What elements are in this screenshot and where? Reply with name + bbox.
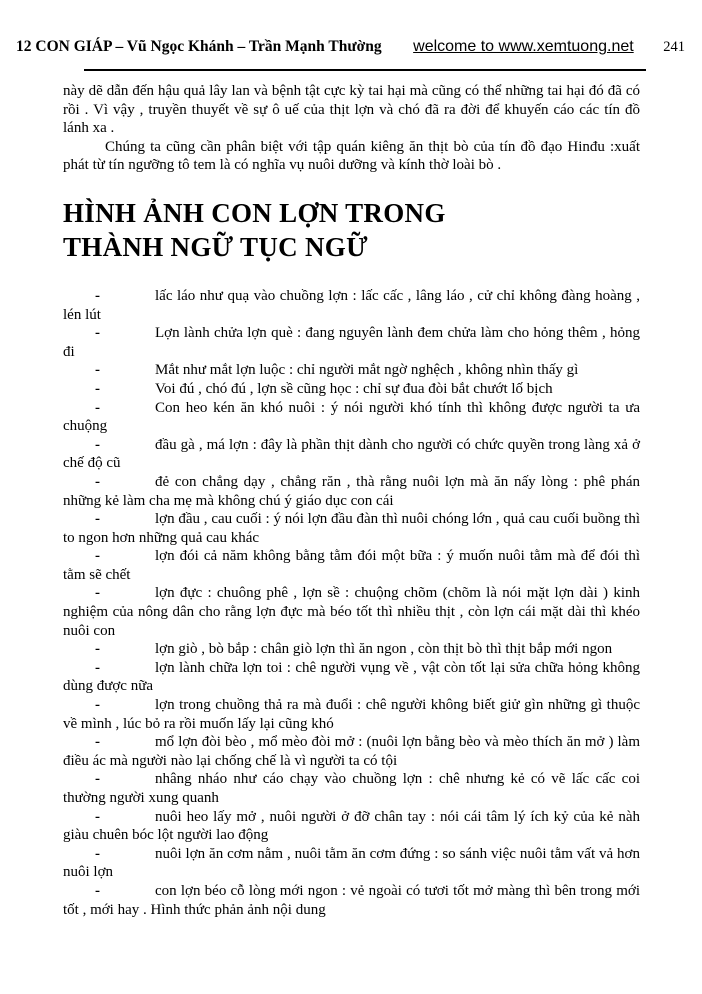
dash-bullet: - <box>95 548 100 565</box>
dash-bullet: - <box>95 585 100 602</box>
dash-bullet: - <box>95 882 100 899</box>
idiom-text: Voi đú , chó đú , lợn sề cũng học : chỉ sự đua đòi bắt chướt lố bịch <box>155 380 553 397</box>
idiom-item <box>63 882 640 919</box>
idiom-item <box>63 547 640 584</box>
idiom-text: lợn lành chữa lợn toi : chê người vụng về , vật còn tốt lại sửa chữa hỏng không dùng được nữa <box>63 659 640 695</box>
idiom-item <box>63 324 640 361</box>
idiom-item <box>63 380 640 399</box>
site-link[interactable]: welcome to www.xemtuong.net <box>413 38 634 55</box>
idiom-item <box>63 845 640 882</box>
dash-bullet: - <box>95 697 100 714</box>
idiom-text: lợn đầu , cau cuối : ý nói lợn đầu đàn thì nuôi chóng lớn , quả cau cuối buồng thì to ngon hơn những quả cau khác <box>63 511 640 546</box>
idiom-text: mổ lợn đòi bèo , mổ mèo đòi mở : (nuôi lợn bằng bèo và mèo thích ăn mở ) làm điều ác mà người nào lại chống chế là vì người ta có tội <box>63 734 640 769</box>
idiom-item <box>63 696 640 733</box>
section-heading-line1: HÌNH ẢNH CON LỢN TRONG <box>63 197 446 228</box>
idiom-text: Mắt như mắt lợn luộc : chỉ người mắt ngờ nghệch , không nhìn thấy gì <box>155 362 579 379</box>
section-heading-line2: THÀNH NGỮ TỤC NGỮ <box>63 231 368 262</box>
idiom-text: lợn đói cả năm không bằng tằm đói một bữa : ý muốn nuôi tằm mà để đói thì tằm sẽ chết <box>63 548 640 583</box>
dash-bullet: - <box>95 641 100 658</box>
page-content <box>0 71 702 919</box>
idiom-item <box>63 473 640 510</box>
idiom-item <box>63 436 640 473</box>
idiom-item <box>63 361 640 380</box>
idiom-item <box>63 659 640 696</box>
paragraph-continuation: này dẽ dẫn đến hậu quả lây lan và bệnh tật cực kỳ tai hại mà cũng có thể những tai hại đó đã có rồi . Vì vậy , truyền thuyết về sự ô uế của thịt lợn và chó đã ra đời để khuyến cáo các tín đồ lánh xa . <box>63 83 640 137</box>
idiom-item <box>63 733 640 770</box>
idiom-text: nuôi lợn ăn cơm nằm , nuôi tằm ăn cơm đứng : so sánh việc nuôi tằm vất vả hơn nuôi lợn <box>63 845 640 881</box>
page-number: 241 <box>663 39 685 55</box>
dash-bullet: - <box>95 808 100 825</box>
paragraph: Chúng ta cũng cần phân biệt với tập quán kiêng ăn thịt bò của tín đồ đạo Hinđu :xuất phát từ tín ngưỡng tô tem là có nghĩa vụ nuôi dưỡng và kính thờ loài bò . <box>63 138 640 174</box>
page-header <box>0 0 702 56</box>
dash-bullet: - <box>95 659 100 676</box>
idiom-item <box>63 640 640 659</box>
dash-bullet: - <box>95 325 100 342</box>
idiom-item <box>63 399 640 436</box>
idiom-text: đẻ con chẳng dạy , chẳng răn , thà rằng nuôi lợn mà ăn nấy lòng : phê phán những kẻ làm cha mẹ mà không chú ý giáo dục con cái <box>63 473 640 509</box>
idiom-item <box>63 287 640 324</box>
dash-bullet: - <box>95 734 100 751</box>
dash-bullet: - <box>95 845 100 862</box>
idiom-text: Lợn lành chửa lợn què : đang nguyên lành đem chửa làm cho hỏng thêm , hỏng đi <box>63 325 640 360</box>
dash-bullet: - <box>95 399 100 416</box>
dash-bullet: - <box>95 362 100 379</box>
book-title: 12 CON GIÁP – Vũ Ngọc Khánh – Trần Mạnh Thường <box>16 38 382 55</box>
idiom-item <box>63 510 640 547</box>
idiom-list <box>63 287 640 919</box>
idiom-item <box>63 808 640 845</box>
idiom-text: Con heo kén ăn khó nuôi : ý nói người khó tính thì không được người ta ưa chuộng <box>63 399 640 435</box>
dash-bullet: - <box>95 287 100 304</box>
dash-bullet: - <box>95 511 100 528</box>
dash-bullet: - <box>95 436 100 453</box>
idiom-text: nhâng nháo như cáo chạy vào chuồng lợn : chê nhưng kẻ có vẽ lấc cấc coi thường người xung quanh <box>63 771 640 806</box>
idiom-text: đầu gà , má lợn : đây là phần thịt dành cho người có chức quyền trong làng xả ở chế độ cũ <box>63 436 640 472</box>
dash-bullet: - <box>95 771 100 788</box>
idiom-text: lợn trong chuồng thả ra mà đuổi : chê người không biết giử gìn những gì thuộc về mình , lúc bỏ ra rồi muốn lấy lại cũng khó <box>63 697 640 732</box>
idiom-item <box>63 770 640 807</box>
idiom-text: lợn đực : chuông phê , lợn sề : chuộng chõm (chõm là nói mặt lợn dài ) kinh nghiệm của nông dân cho rằng lợn đực mà béo tốt thì nhiều thịt , còn lợn cái mặt dài thì khéo nuôi con <box>63 585 640 639</box>
idiom-text: nuôi heo lấy mở , nuôi người ở đỡ chân tay : nói cái tâm lý ích kỷ của kẻ nàh giàu chuên bóc lột người lao động <box>63 808 640 844</box>
section-heading <box>63 196 640 264</box>
idiom-text: lợn giò , bò bắp : chân giò lợn thì ăn ngon , còn thịt bò thì thịt bắp mới ngon <box>155 641 613 658</box>
dash-bullet: - <box>95 380 100 397</box>
idiom-text: con lợn béo cỗ lòng mới ngon : vẻ ngoài có tươi tốt mở màng thì bên trong mới tốt , mới hay . Hình thức phản ảnh nội dung <box>63 882 640 918</box>
idiom-text: lấc láo như quạ vào chuồng lợn : lấc cấc , lâng láo , cử chỉ không đàng hoàng , lén lút <box>63 287 640 323</box>
idiom-item <box>63 584 640 640</box>
dash-bullet: - <box>95 473 100 490</box>
